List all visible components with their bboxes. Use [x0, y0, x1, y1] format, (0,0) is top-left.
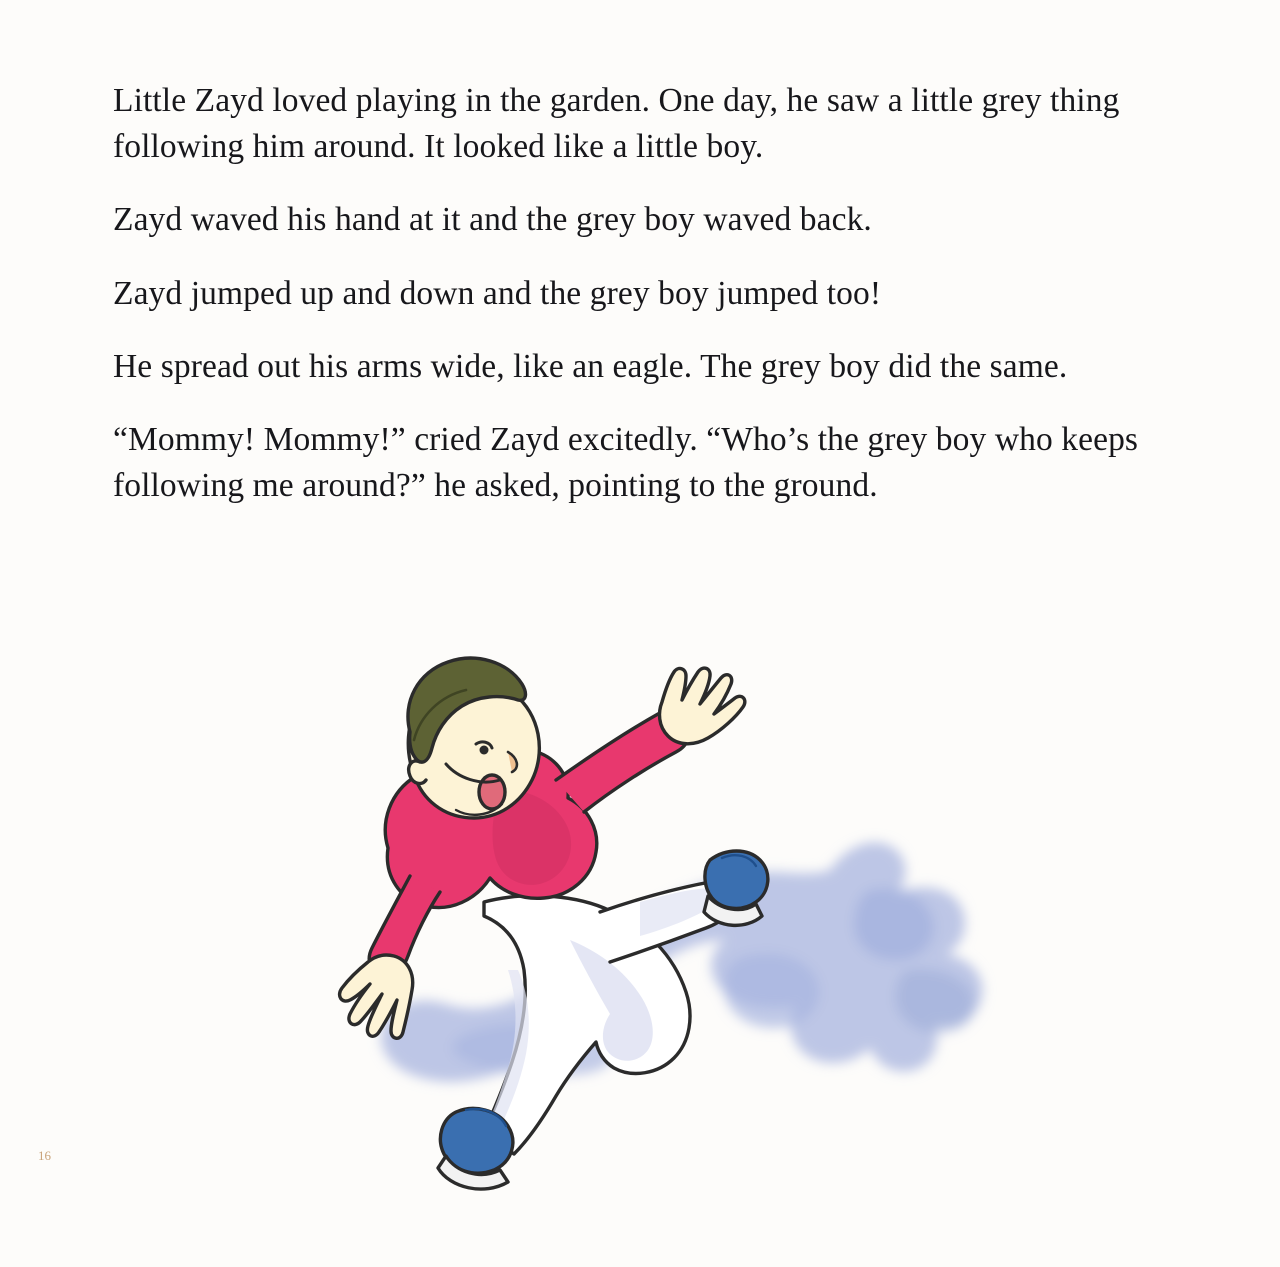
- hand-raised: [660, 668, 745, 744]
- hand-lower: [340, 955, 413, 1038]
- shoe-standing: [438, 1108, 513, 1189]
- page-number: 16: [38, 1148, 51, 1163]
- head: [408, 658, 539, 818]
- illustration-boy-and-shadow: [270, 640, 1030, 1200]
- paragraph: Little Zayd loved playing in the garden. One day, he saw a little grey thing following him around. It looked like a little boy.: [113, 82, 1120, 166]
- boy-figure: [340, 658, 768, 1189]
- paragraph: Zayd jumped up and down and the grey boy jumped too!: [113, 274, 882, 312]
- shoe-raised: [704, 851, 768, 925]
- paragraph: He spread out his arms wide, like an eagle. The grey boy did the same.: [113, 347, 1068, 385]
- paragraph: “Mommy! Mommy!” cried Zayd excitedly. “Who’s the grey boy who keeps following me around?” he asked, pointing to the ground.: [113, 421, 1139, 505]
- paragraph: Zayd waved his hand at it and the grey boy waved back.: [113, 201, 872, 239]
- story-text: [113, 78, 1233, 510]
